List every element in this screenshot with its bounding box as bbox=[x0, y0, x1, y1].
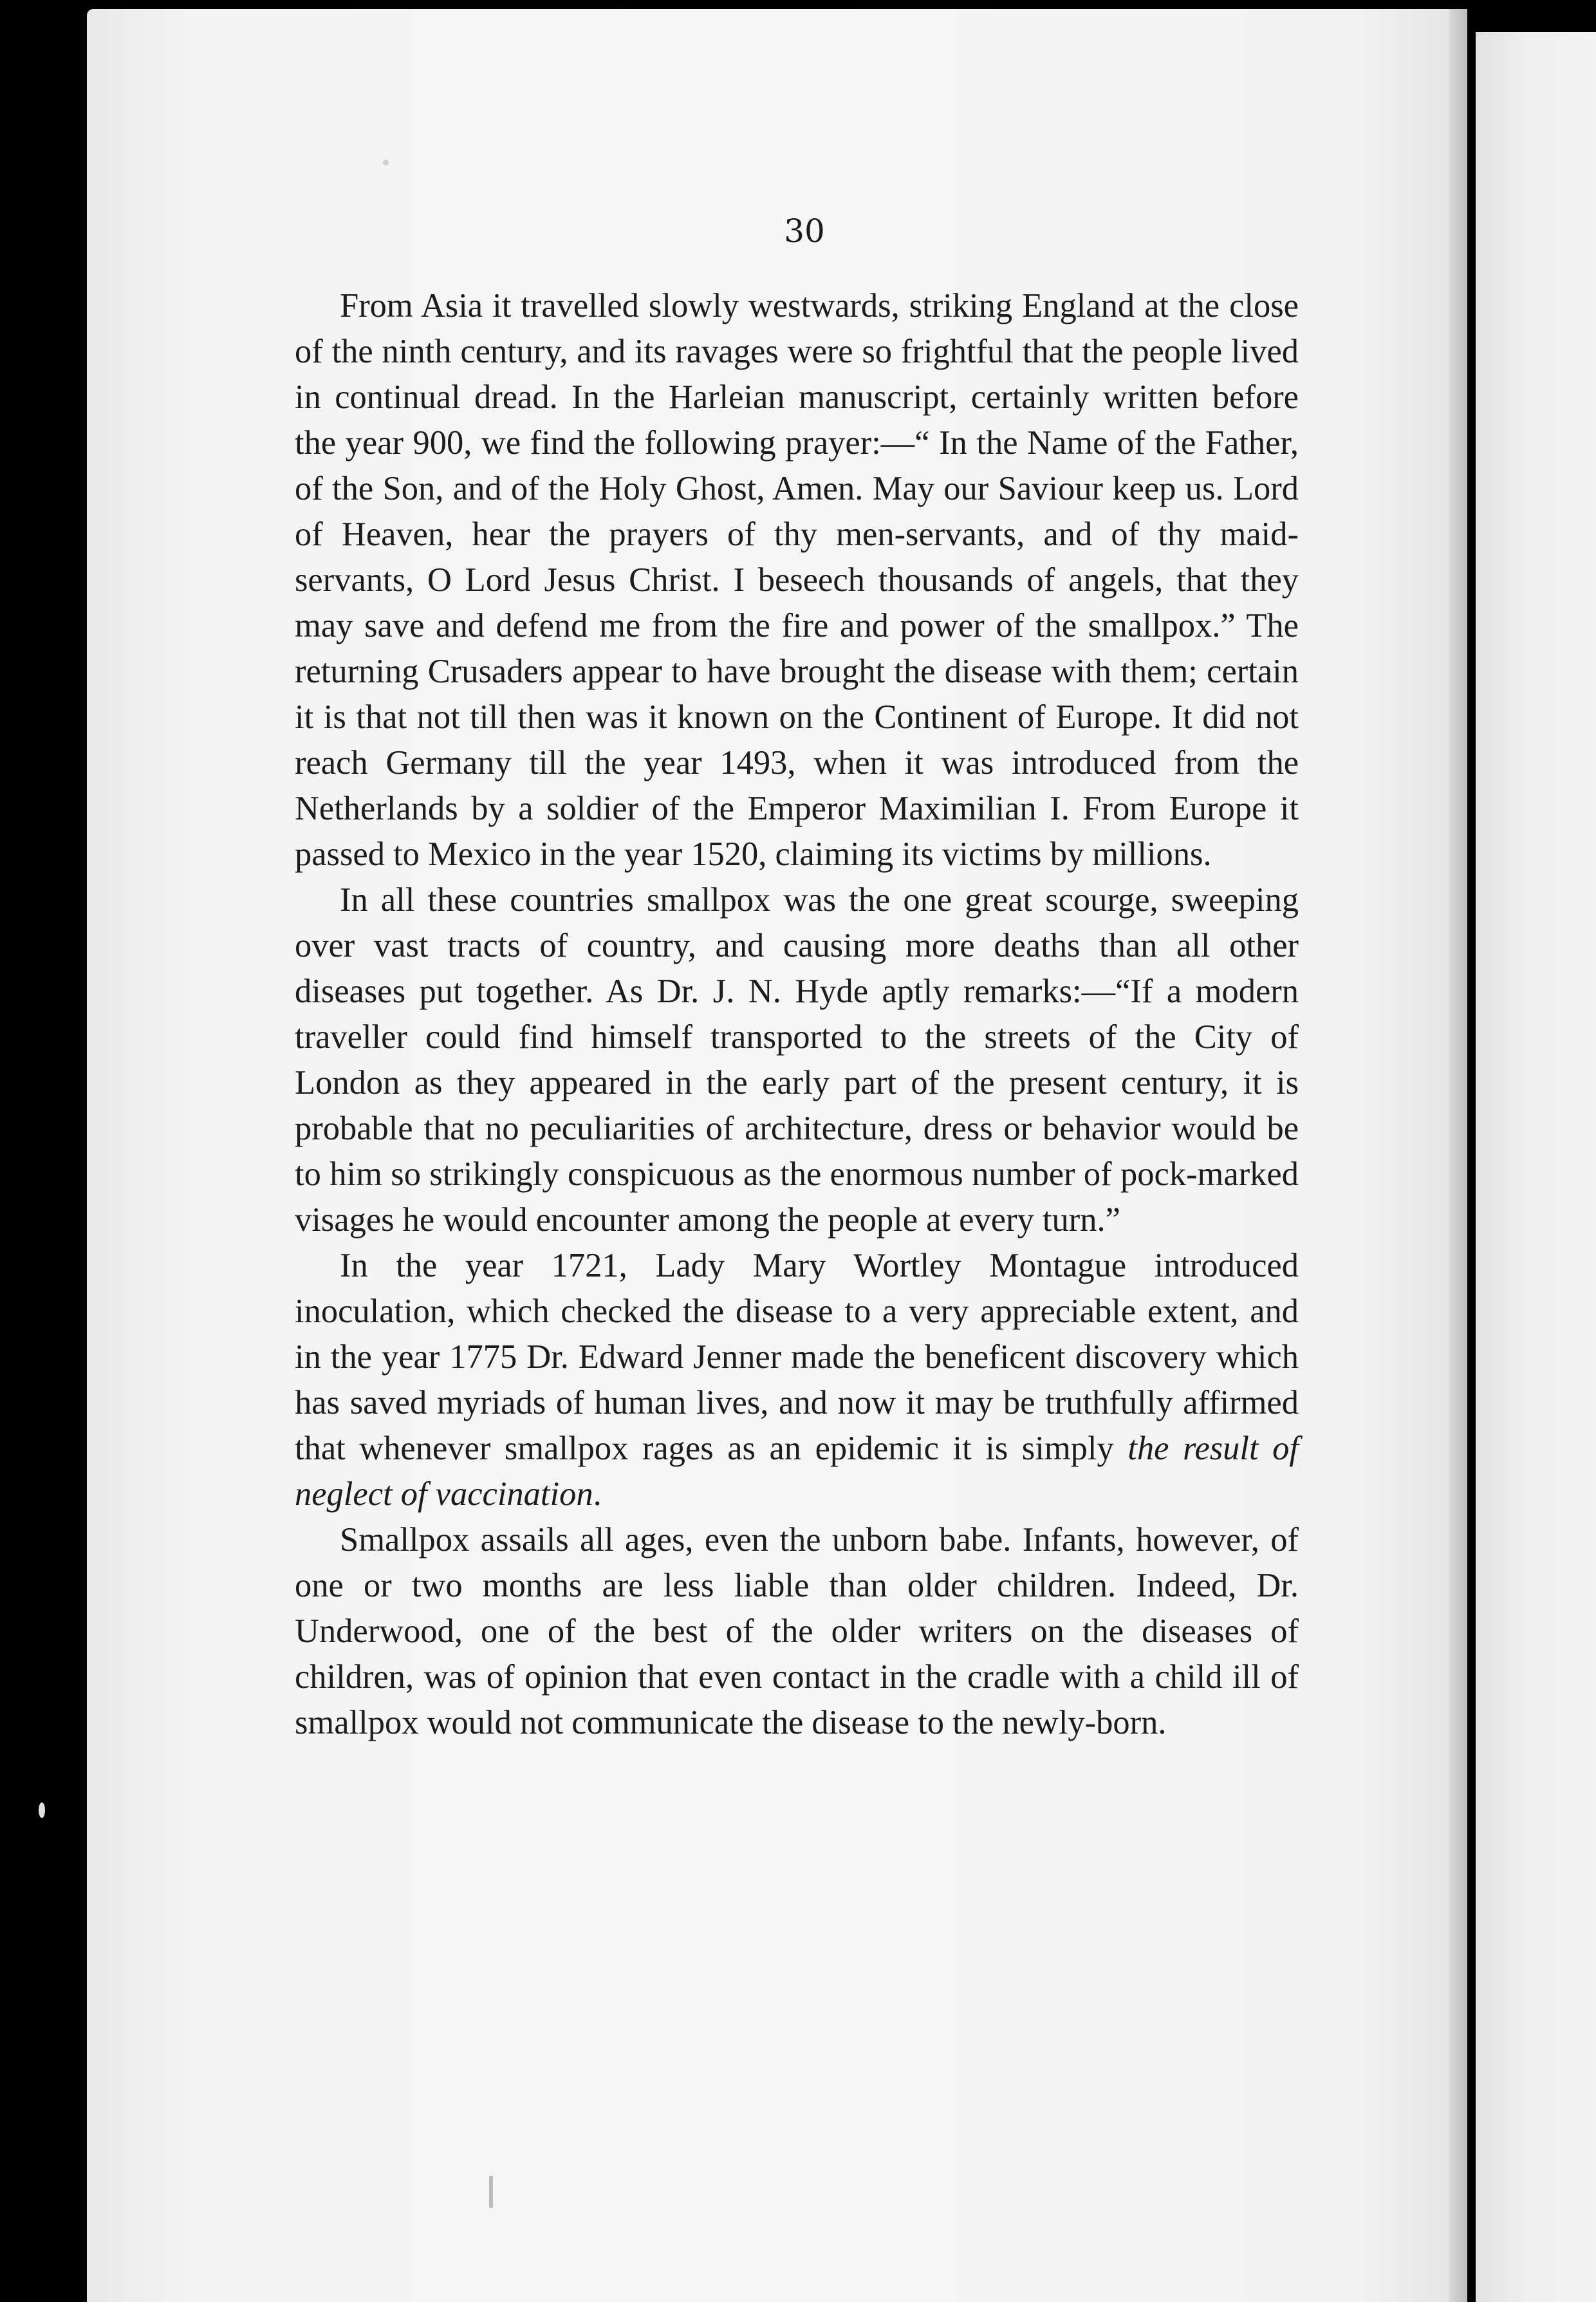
paragraph-3 bbox=[295, 1243, 1299, 1517]
body-text bbox=[295, 283, 1299, 1746]
paragraph-1: From Asia it travelled slowly westwards, striking England at the close of the ninth century, and its ravages were so frightful that the people lived in continual dread. In the Harleian manuscript, certainly written before the year 900, we find the following prayer:—“ In the Name of the Father, of the Son, and of the Holy Ghost, Amen. May our Saviour keep us. Lord of Heaven, hear the prayers of thy men-servants, and of thy maid-servants, O Lord Jesus Christ. I beseech thousands of angels, that they may save and defend me from the fire and power of the smallpox.” The returning Crusaders appear to have brought the disease with them; certain it is that not till then was it known on the Continent of Europe. It did not reach Germany till the year 1493, when it was introduced from the Netherlands by a soldier of the Emperor Maximilian I. From Europe it passed to Mexico in the year 1520, claiming its victims by millions. bbox=[295, 287, 1299, 873]
adjacent-page-edge bbox=[1476, 32, 1596, 2302]
paragraph-2: In all these countries smallpox was the one great scourge, sweeping over vast tracts of country, and causing more deaths than all other diseases put together. As Dr. J. N. Hyde aptly remarks:—“If a modern traveller could find himself transported to the streets of the City of London as they appeared in the early part of the present century, it is probable that no peculiarities of architecture, dress or behavior would be to him so strikingly conspicuous as the enormous number of pock-marked visages he would encounter among the people at every turn.” bbox=[295, 881, 1299, 1239]
paragraph-3-emphasis: the result of neglect of vaccination bbox=[295, 1430, 1299, 1513]
scan-speck bbox=[383, 160, 389, 165]
paragraph-3-tail: . bbox=[593, 1475, 602, 1513]
page-number: 30 bbox=[784, 212, 825, 250]
scan-speck bbox=[489, 2176, 493, 2208]
page-edge-shadow bbox=[1449, 9, 1467, 2302]
paragraph-3-text: In the year 1721, Lady Mary Wortley Montague introduced inoculation, which checked the disease to a very appreciable extent, and in the year 1775 Dr. Edward Jenner made the beneficent discovery which has saved myriads of human lives, and now it may be truthfully affirmed that whenever smallpox rages as an epidemic it is simply bbox=[295, 1247, 1299, 1467]
paragraph-4: Smallpox assails all ages, even the unborn babe. Infants, however, of one or two months are less liable than older children. Indeed, Dr. Underwood, one of the best of the older writers on the diseases of children, was of opinion that even contact in the cradle with a child ill of smallpox would not communicate the disease to the newly-born. bbox=[295, 1521, 1299, 1741]
scan-speck bbox=[39, 1802, 45, 1818]
